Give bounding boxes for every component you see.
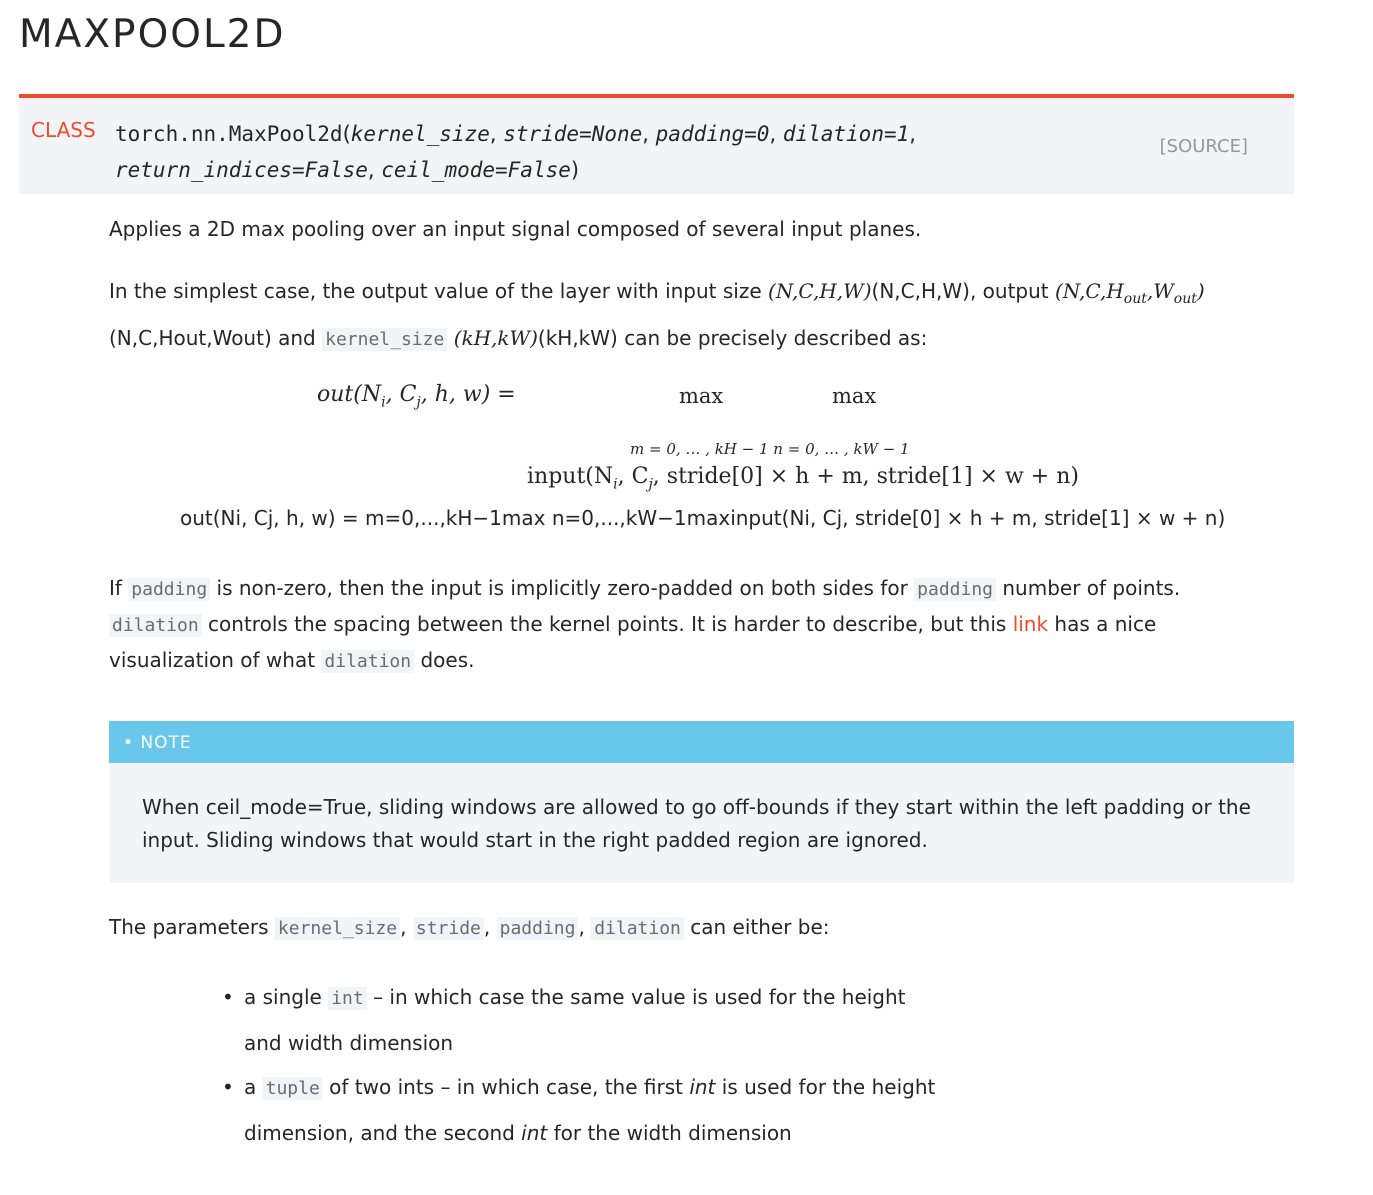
list-item: • a tuple of two ints – in which case, the first int is used for the height dimension, and the second int for the width dimension (244, 1065, 944, 1155)
code-kernel-size: kernel_size (322, 328, 447, 351)
formula-limits: m = 0, … , kH − 1 n = 0, … , kW − 1 (630, 440, 910, 458)
code-padding-2: padding (914, 578, 996, 601)
input-size-plain: (N,C,H,W) (871, 279, 970, 303)
formula-block (0, 370, 1373, 540)
bullet-icon: • (222, 1075, 234, 1099)
class-label: CLASS (31, 118, 96, 142)
options-list (222, 975, 944, 1155)
param-dilation: dilation=1 (782, 122, 910, 146)
source-link[interactable]: [SOURCE] (1159, 136, 1248, 157)
class-name: torch.nn.MaxPool2d (115, 122, 343, 146)
formula-lhs: $out(N_i$, $C_j$, h, w) = (317, 382, 516, 411)
code-dilation: dilation (109, 614, 202, 637)
note-text: When ceil_mode=True, sliding windows are allowed to go off-bounds if they start within the left padding or the input. Sliding windows that would start in the right padded region are ignored. (142, 795, 1251, 852)
param-ceil-mode: ceil_mode=False (381, 158, 571, 182)
formula-plain-fallback: out(Ni, Cj, h, w) = m=0,...,kH−1max n=0,...,kW−1maxinput(Ni, Cj, stride[0] × h + m, stride[1] × w + n) (180, 506, 1226, 530)
close-paren: ) (570, 158, 580, 182)
simplest-case-paragraph (109, 272, 1279, 359)
bullet-icon: • (222, 985, 234, 1009)
page-title: MAXPOOL2D (19, 12, 286, 57)
padding-paragraph: If padding is non-zero, then the input is implicitly zero-padded on both sides for padding number of points. dilation controls the spacing between the kernel points. It is harder to describe, but this link has a nice visualization of what dilation does. (109, 576, 1181, 672)
simplest-text-1: In the simplest case, the output value of the layer with input size (109, 279, 769, 303)
parameters-paragraph: The parameters kernel_size , stride , padding , dilation can either be: (109, 915, 830, 939)
class-signature-block (19, 94, 1294, 194)
param-stride: stride=None (503, 122, 643, 146)
output-size-plain: (N,C,Hout,Wout) (109, 326, 272, 350)
note-box (109, 721, 1294, 883)
formula-max-n: max (832, 384, 877, 408)
code-dilation-2: dilation (321, 650, 414, 673)
kernel-plain: (kH,kW) (537, 326, 618, 350)
kernel-math: (kH,kW) (453, 326, 538, 350)
open-paren: ( (342, 122, 351, 146)
formula-body: $input(N_i$, $C_j$, stride[0] × h + m, stride[1] × w + n) (527, 464, 1079, 493)
code-padding: padding (128, 578, 210, 601)
param-padding: padding=0 (655, 122, 770, 146)
signature: torch.nn.MaxPool2d(kernel_size, stride=None, padding=0, dilation=1, return_indices=False, ceil_mode=False) (115, 122, 916, 182)
output-size-math: $(N,C,H_{out},W_{out})$ (1054, 279, 1205, 307)
intro-text: Applies a 2D max pooling over an input signal composed of several input planes. (109, 217, 922, 241)
simplest-text-4: can be precisely described as: (617, 326, 928, 350)
note-header: • NOTE (109, 721, 1294, 763)
param-return-indices: return_indices=False (115, 158, 368, 182)
code-int: int (328, 987, 367, 1010)
list-item: • a single int – in which case the same value is used for the height and width dimension (244, 975, 944, 1065)
code-dilation-3: dilation (591, 917, 684, 940)
simplest-text-3: and (271, 326, 323, 350)
code-stride: stride (413, 917, 484, 940)
code-kernel-size-2: kernel_size (275, 917, 400, 940)
code-padding-3: padding (497, 917, 579, 940)
param-kernel-size: kernel_size (350, 122, 490, 146)
visualization-link[interactable]: link (1012, 612, 1049, 636)
code-tuple: tuple (263, 1077, 323, 1100)
formula-max-m: max (679, 384, 724, 408)
input-size-math: (N,C,H,W) (768, 279, 872, 303)
simplest-text-2: , output (969, 279, 1055, 303)
